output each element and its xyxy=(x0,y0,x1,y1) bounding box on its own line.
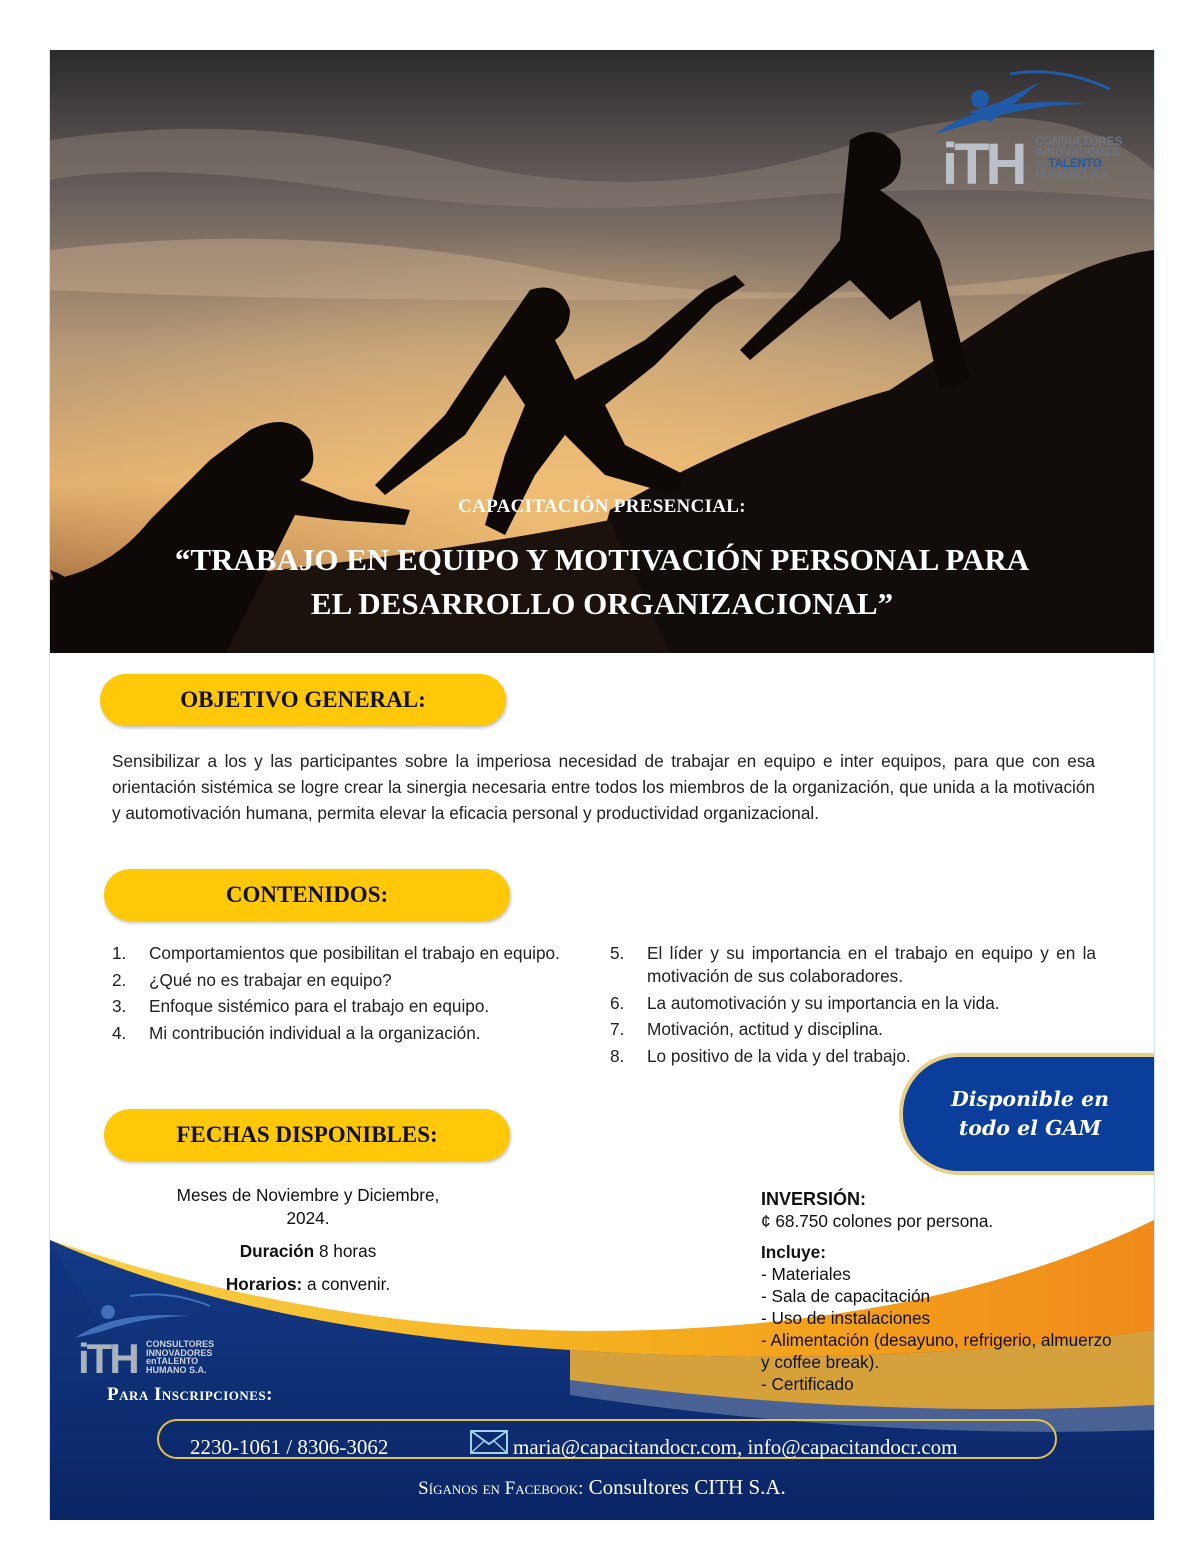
list-item: 4. Mi contribución individual a la organización. xyxy=(112,1022,481,1043)
company-logo xyxy=(930,64,1145,197)
facebook-page[interactable]: Consultores CITH S.A. xyxy=(583,1475,786,1499)
objetivo-heading: OBJETIVO GENERAL: xyxy=(100,674,506,726)
contenidos-list-left xyxy=(112,942,580,1048)
list-item: 8. Lo positivo de la vida y del trabajo. xyxy=(610,1045,911,1066)
contenidos-list-right xyxy=(610,942,1096,1071)
inversion-price: ¢ 68.750 colones por persona. xyxy=(761,1211,994,1231)
list-item: 3. Enfoque sistémico para el trabajo en equipo. xyxy=(112,996,490,1016)
list-item: - Uso de instalaciones xyxy=(761,1308,931,1328)
hero-photo xyxy=(50,50,1154,653)
list-item: 1. Comportamientos que posibilitan el trabajo en equipo. xyxy=(112,943,560,963)
logo-mark: iTH xyxy=(942,132,1024,197)
contenidos-heading: CONTENIDOS: xyxy=(104,869,510,921)
fechas-months: Meses de Noviembre y Diciembre, 2024. xyxy=(176,1185,440,1228)
flyer-page xyxy=(49,50,1155,1520)
list-item: - Sala de capacitación xyxy=(761,1286,931,1306)
list-item: - Certificado xyxy=(761,1374,854,1394)
list-item: 5. El líder y su importancia en el trabajo en equipo y en la motivación de sus colaboradores. xyxy=(610,943,1096,986)
course-title: “TRABAJO EN EQUIPO Y MOTIVACIÓN PERSONAL PARA EL DESARROLLO ORGANIZACIONAL” xyxy=(174,542,1030,621)
list-item: 7. Motivación, actitud y disciplina. xyxy=(610,1019,883,1039)
logo-mark: iTH xyxy=(78,1335,137,1382)
list-item: - Alimentación (desayuno, refrigerio, almuerzo y coffee break). xyxy=(761,1330,1112,1372)
phone-numbers[interactable]: 2230-1061 / 8306-3062 xyxy=(190,1435,389,1459)
facebook-label: Síganos en Facebook: xyxy=(418,1478,584,1499)
envelope-icon xyxy=(470,1430,508,1454)
availability-badge: Disponible en todo el GAM xyxy=(899,1053,1155,1175)
list-item: 2. ¿Qué no es trabajar en equipo? xyxy=(112,969,392,990)
inversion-label: INVERSIÓN: xyxy=(761,1189,867,1209)
logo-text: CONSULTORES INNOVADORES enTALENTO HUMANO S.A. xyxy=(1035,136,1123,181)
course-type: CAPACITACIÓN PRESENCIAL: xyxy=(458,496,746,517)
incluye-label: Incluye: xyxy=(761,1242,826,1262)
duracion: Duración 8 horas xyxy=(239,1241,377,1261)
logo-text: CONSULTORES INNOVADORES enTALENTO HUMANO S.A. xyxy=(146,1339,215,1375)
fechas-heading: FECHAS DISPONIBLES: xyxy=(104,1109,510,1161)
objetivo-text: Sensibilizar a los y las participantes sobre la imperiosa necesidad de trabajar en equipo e inter equipos, para que con esa orientación sistémica se logre crear la sinergia necesaria entre todos los miembros de la organización, que unida a la motivación y automotivación humana, permita elevar la eficacia personal y productividad organizacional. xyxy=(112,751,1095,823)
horarios: Horarios: a convenir. xyxy=(225,1274,391,1294)
list-item: 6. La automotivación y su importancia en la vida. xyxy=(610,992,1000,1013)
list-item: - Materiales xyxy=(761,1264,851,1284)
inscripciones-label: Para Inscripciones: xyxy=(107,1384,273,1405)
company-logo-footer xyxy=(70,1288,240,1388)
facebook-line xyxy=(50,1475,1154,1500)
email-links[interactable]: maria@capacitandocr.com, info@capacitandocr.com xyxy=(513,1435,958,1459)
inversion-block xyxy=(761,1188,1121,1395)
